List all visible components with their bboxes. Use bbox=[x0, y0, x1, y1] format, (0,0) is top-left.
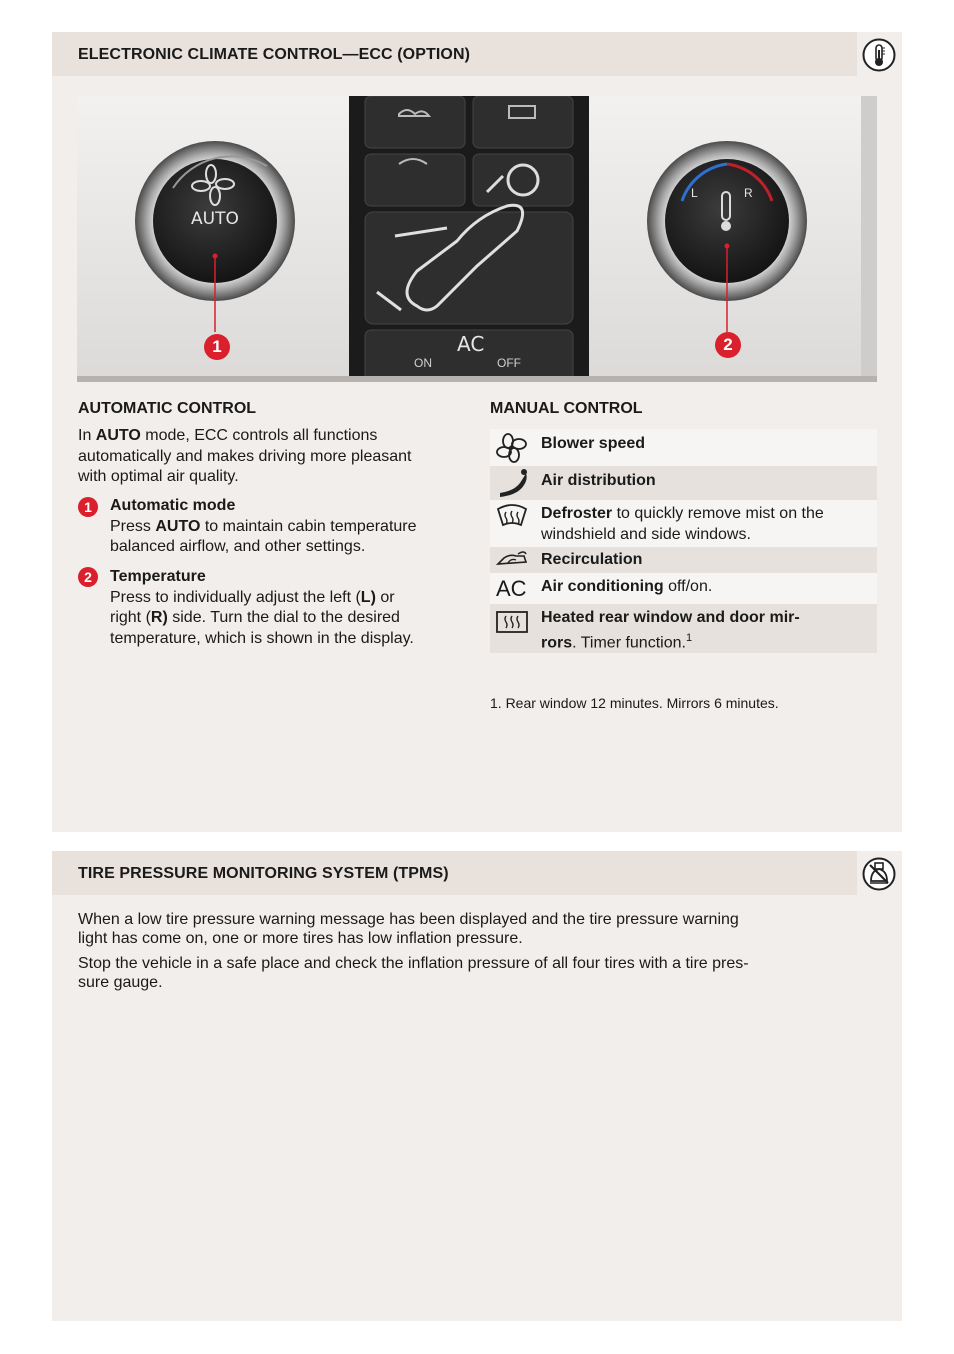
ac-button-label: AC bbox=[457, 332, 485, 356]
on-label: ON bbox=[414, 356, 432, 370]
photo-divider bbox=[77, 376, 877, 382]
tpms-section bbox=[52, 851, 902, 1321]
tpms-paragraph-1: When a low tire pressure warning message has been displayed and the tire pressure warning light has come on, one or more tires has low inflation pressure. bbox=[78, 911, 739, 947]
air-conditioning-row bbox=[490, 573, 877, 604]
tire-pressure-icon bbox=[862, 857, 896, 891]
recirculation-icon bbox=[494, 544, 530, 576]
climate-panel-photo bbox=[77, 96, 877, 382]
air-distribution-icon bbox=[494, 467, 530, 499]
automatic-intro: In AUTO mode, ECC controls all functions automatically and makes driving more pleasant with optimal air quality. bbox=[78, 427, 412, 485]
air-conditioning-text: Air conditioning off/on. bbox=[541, 578, 713, 595]
tpms-header bbox=[52, 851, 857, 895]
automatic-control-heading: AUTOMATIC CONTROL bbox=[78, 400, 257, 417]
defroster-text: Defroster to quickly remove mist on the windshield and side windows. bbox=[541, 505, 824, 543]
rear-window-heater-icon bbox=[494, 608, 530, 640]
ecc-header bbox=[52, 32, 857, 76]
item-2-badge: 2 bbox=[78, 567, 98, 587]
automatic-mode-item: Automatic mode Press AUTO to maintain cabin temperature balanced airflow, and other settings. bbox=[110, 497, 417, 555]
left-temp-label: L bbox=[691, 186, 698, 200]
recirculation-label: Recirculation bbox=[541, 551, 643, 568]
item-1-badge: 1 bbox=[78, 497, 98, 517]
thermometer-icon bbox=[862, 38, 896, 72]
off-label: OFF bbox=[497, 356, 521, 370]
tpms-paragraph-2: Stop the vehicle in a safe place and check the inflation pressure of all four tires with a tire pres- sure gauge. bbox=[78, 955, 749, 991]
defroster-icon bbox=[494, 503, 530, 535]
footnote: 1. Rear window 12 minutes. Mirrors 6 minutes. bbox=[490, 695, 779, 711]
air-distribution-row bbox=[490, 466, 877, 500]
heated-rear-window-row bbox=[490, 604, 877, 653]
right-temp-label: R bbox=[744, 186, 753, 200]
blower-speed-label: Blower speed bbox=[541, 435, 646, 452]
fan-icon bbox=[494, 432, 530, 464]
heated-rear-window-text: Heated rear window and door mir- rors. Timer function.$^1$ bbox=[541, 609, 800, 652]
auto-knob-label: AUTO bbox=[191, 209, 239, 229]
tpms-title: TIRE PRESSURE MONITORING SYSTEM (TPMS) bbox=[78, 865, 449, 882]
ecc-section bbox=[52, 32, 902, 832]
temperature-item: Temperature Press to individually adjust the left (L) or right (R) side. Turn the dial to the desired temperature, which is shown in the display. bbox=[110, 568, 414, 647]
defroster-row bbox=[490, 500, 877, 547]
recirculation-row bbox=[490, 547, 877, 573]
ac-icon: AC bbox=[496, 576, 527, 601]
callout-2: 2 bbox=[715, 332, 741, 358]
ecc-title: ELECTRONIC CLIMATE CONTROL—ECC (OPTION) bbox=[78, 46, 471, 63]
manual-control-heading: MANUAL CONTROL bbox=[490, 400, 643, 417]
blower-speed-row bbox=[490, 429, 877, 466]
callout-1: 1 bbox=[204, 334, 230, 360]
air-distribution-label: Air distribution bbox=[541, 472, 656, 489]
